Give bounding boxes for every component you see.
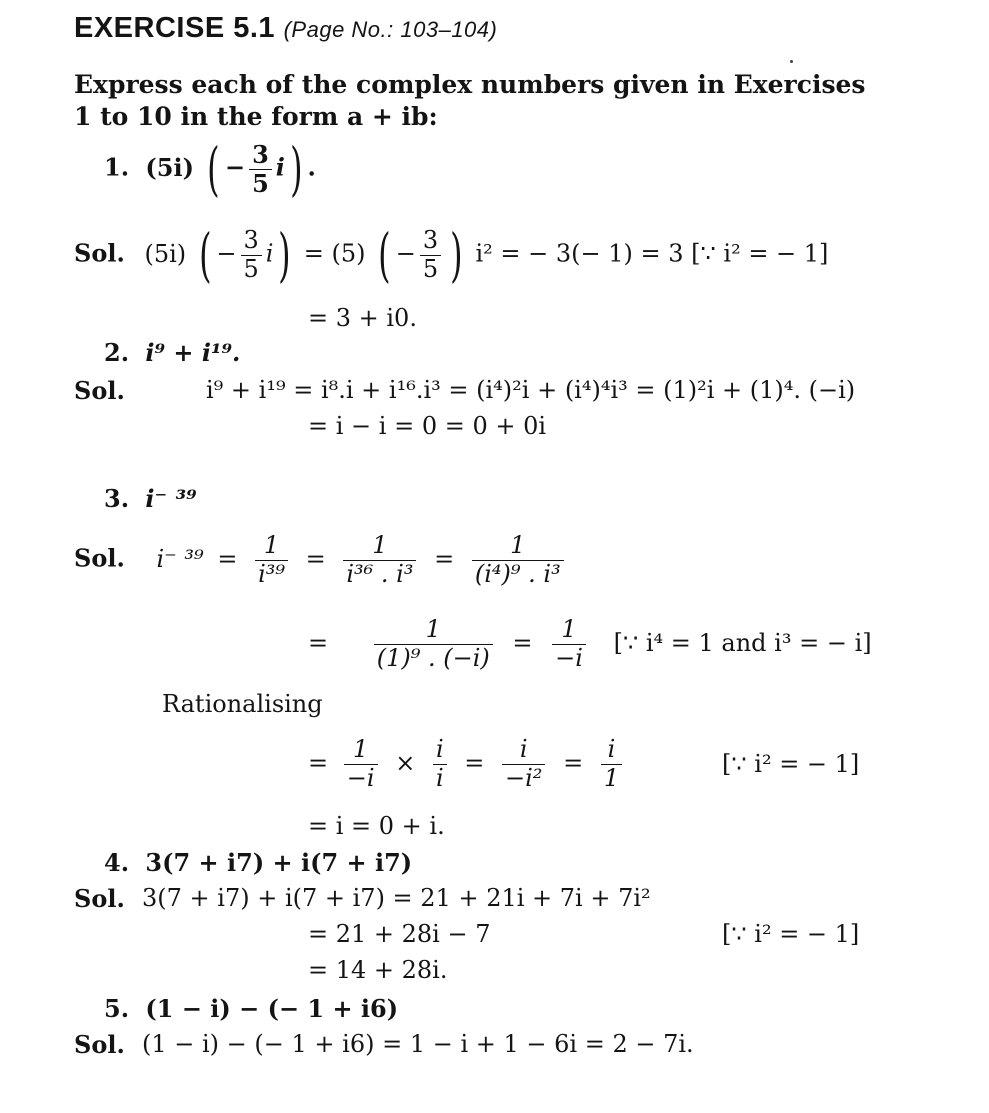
q4-expression: 3(7 + i7) + i(7 + i7) — [145, 848, 413, 877]
q1-minus: − — [216, 239, 237, 268]
equals-sign: = — [512, 628, 533, 657]
frac-num: 1 — [255, 532, 288, 561]
q4-number: 4. — [104, 848, 130, 877]
frac-den: −i² — [505, 763, 543, 792]
q3-frac-1 — [255, 532, 288, 588]
rationalising-label: Rationalising — [162, 690, 323, 718]
frac-num: 1 — [472, 532, 564, 561]
q1-sol-fraction-b — [420, 227, 441, 283]
q5-expression: (1 − i) − (− 1 + i6) — [145, 994, 399, 1023]
frac-den: 1 — [603, 763, 620, 792]
q3-note-1: [∵ i⁴ = 1 and i³ = − i] — [613, 628, 872, 657]
q1-i: i — [275, 152, 285, 182]
frac-num: 1 — [343, 532, 416, 561]
frac-num: 3 — [241, 227, 262, 256]
q1-minus: − — [395, 239, 416, 268]
q1-solution — [74, 221, 829, 289]
sol-label: Sol. — [74, 884, 125, 913]
frac-den: i — [435, 763, 444, 792]
q3-statement — [104, 484, 197, 513]
q1-lead: (5i) — [145, 152, 194, 182]
frac-num: 3 — [249, 141, 272, 170]
q5-statement — [104, 994, 398, 1023]
frac-den: 5 — [422, 254, 439, 283]
equals-sign: = — [308, 628, 329, 657]
right-paren: ) — [450, 221, 463, 289]
exercise-number: EXERCISE 5.1 — [74, 12, 276, 44]
q4-sol-line-1: 3(7 + i7) + i(7 + i7) = 21 + 21i + 7i + 7i² — [142, 884, 651, 912]
q1-number: 1. — [104, 152, 130, 182]
q3-frac-4 — [374, 616, 493, 672]
q4-statement — [104, 848, 412, 877]
equals-sign: = — [308, 748, 329, 777]
q1-fraction — [249, 141, 272, 197]
frac-den: 5 — [252, 168, 269, 198]
q1-i: i — [265, 239, 274, 268]
q1-sol-tail: i² = − 3(− 1) = 3 [∵ i² = − 1] — [475, 239, 829, 268]
intro-line-2: 1 to 10 in the form a + ib: — [74, 102, 438, 131]
times-sign: × — [395, 748, 416, 777]
equals-sign: = — [563, 748, 584, 777]
q3-expression: i⁻ ³⁹ — [145, 484, 197, 513]
equals-sign: = — [305, 544, 326, 573]
q3-rat-frac-4 — [601, 736, 622, 792]
q3-final: = i = 0 + i. — [308, 812, 445, 840]
q3-rat-frac-1 — [344, 736, 378, 792]
frac-den: (1)⁹ . (−i) — [376, 643, 490, 672]
q3-rationalise-line — [308, 736, 626, 792]
q3-frac-5 — [552, 616, 586, 672]
sol-label: Sol. — [74, 543, 125, 573]
q2-sol-line-2: = i − i = 0 = 0 + 0i — [308, 412, 547, 440]
q3-number: 3. — [104, 484, 130, 513]
frac-num: i — [502, 736, 545, 765]
equals-sign: = — [464, 748, 485, 777]
right-paren: ) — [289, 135, 303, 203]
equals-sign: = — [217, 544, 238, 573]
q3-frac-3 — [472, 532, 564, 588]
q2-statement — [104, 338, 240, 367]
q2-sol-line-1: i⁹ + i¹⁹ = i⁸.i + i¹⁶.i³ = (i⁴)²i + (i⁴)⁴i³ = (1)²i + (1)⁴. (−i) — [206, 376, 856, 404]
q1-sol-lead: (5i) — [144, 239, 187, 268]
q3-frac-2 — [343, 532, 416, 588]
left-paren: ( — [198, 221, 212, 289]
frac-den: i³⁹ — [258, 559, 285, 588]
frac-den: −i — [346, 763, 375, 792]
frac-num: i — [433, 736, 447, 765]
q5-sol-line-1: (1 − i) − (− 1 + i6) = 1 − i + 1 − 6i = 2 − 7i. — [142, 1030, 694, 1058]
q2-number: 2. — [104, 338, 130, 367]
frac-den: i³⁶ . i³ — [346, 559, 414, 588]
page-reference: (Page No.: 103–104) — [283, 17, 498, 42]
left-paren: ( — [378, 221, 391, 289]
q4-note: [∵ i² = − 1] — [722, 920, 860, 948]
q3-rat-frac-2 — [433, 736, 447, 792]
frac-num: i — [601, 736, 622, 765]
frac-num: 1 — [344, 736, 378, 765]
exercise-title — [74, 12, 497, 45]
right-paren: ) — [278, 221, 292, 289]
sol-label: Sol. — [74, 1030, 125, 1059]
q1-minus: − — [224, 152, 246, 182]
frac-num: 1 — [374, 616, 493, 645]
q4-sol-line-3: = 14 + 28i. — [308, 956, 448, 984]
q4-sol-line-2: = 21 + 28i − 7 — [308, 920, 491, 948]
intro-line-1: Express each of the complex numbers given in Exercises — [74, 70, 866, 99]
q3-sol-line-2 — [308, 616, 872, 672]
q3-rat-frac-3 — [502, 736, 545, 792]
sol-label: Sol. — [74, 376, 125, 405]
q3-lhs: i⁻ ³⁹ — [156, 544, 204, 573]
q3-note-2: [∵ i² = − 1] — [722, 750, 860, 778]
q1-sol-line-2: = 3 + i0. — [308, 304, 417, 332]
q5-number: 5. — [104, 994, 130, 1023]
q1-end: . — [307, 152, 316, 182]
frac-num: 1 — [552, 616, 586, 645]
equals-sign: = — [434, 544, 455, 573]
q1-eq-five: = (5) — [303, 239, 366, 268]
left-paren: ( — [207, 135, 220, 203]
frac-den: 5 — [243, 254, 259, 283]
q1-statement — [104, 135, 316, 203]
q2-expression: i⁹ + i¹⁹. — [145, 338, 241, 367]
frac-num: 3 — [420, 227, 441, 256]
q1-sol-fraction-a — [241, 227, 262, 283]
sol-label: Sol. — [74, 238, 125, 268]
q3-sol-line-1 — [74, 532, 568, 588]
speck-mark — [790, 60, 793, 63]
frac-den: (i⁴)⁹ . i³ — [474, 559, 561, 588]
frac-den: −i — [555, 643, 583, 672]
